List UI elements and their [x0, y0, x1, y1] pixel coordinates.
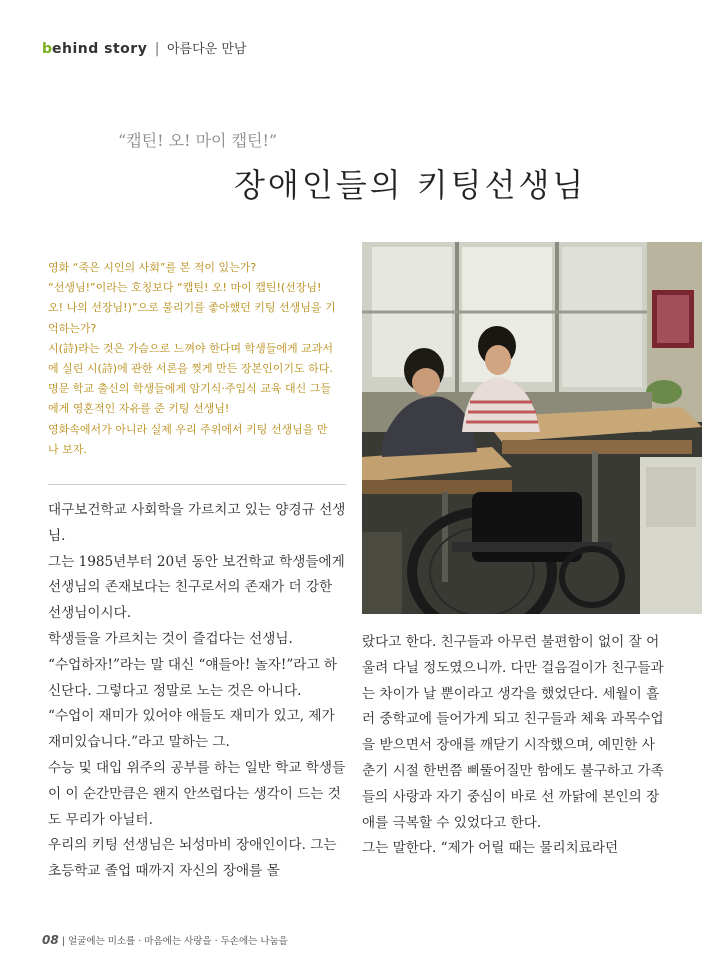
intro-divider [48, 484, 346, 485]
brand-label: ehind story [52, 41, 148, 57]
body-paragraph: 학생들을 가르치는 것이 즐겁다는 선생님. [48, 630, 293, 647]
intro-paragraph: 영화속에서가 아니라 실제 우리 주위에서 키팅 선생님을 만나 보자. [48, 422, 328, 456]
body-paragraph: 수능 및 대입 위주의 공부를 하는 일반 학교 학생들이 이 순간만큼은 왠지 안쓰럽다는 생각이 드는 것도 무리가 아닐터. [48, 759, 346, 828]
classroom-photo [362, 242, 702, 614]
classroom-photo-illustration [362, 242, 702, 614]
body-paragraph: 그는 말한다. “제가 어릴 때는 물리치료라던 [362, 840, 619, 857]
body-paragraph: 대구보건학교 사회학을 가르치고 있는 양경규 선생님. [48, 502, 346, 544]
brand-initial: b [42, 41, 53, 57]
body-column-left [48, 498, 348, 885]
footer-separator: | [61, 936, 65, 947]
body-column-right [362, 630, 664, 862]
intro-lead [48, 258, 338, 460]
body-paragraph: 랐다고 한다. 친구들과 아무런 불편함이 없이 잘 어울려 다닐 정도였으니까. 다만 걸음걸이가 친구들과는 차이가 날 뿐이라고 생각을 했었단다. 세월이 흘러 중학교에 들어가게 되고 친구들과 체육 과목수업을 받으면서 장애를 깨닫기 시작했으며, 예민한 사춘기 시절 한번쯤 삐뚤어질만 함에도 불구하고 가족들의 사랑과 자기 중심이 바로 선 까닭에 본인의 장애를 극복할 수 있었다고 한다. [362, 634, 664, 831]
header-separator: | [154, 41, 160, 57]
body-paragraph: “수업하자!”라는 말 대신 “얘들아! 놀자!”라고 하신단다. 그렇다고 정말로 노는 것은 아니다. [48, 656, 338, 699]
footer-motto: 얼굴에는 미소를 · 마음에는 사랑을 · 두손에는 나눔을 [67, 936, 288, 947]
page-number: 08 [42, 933, 59, 947]
body-paragraph: 우리의 키팅 선생님은 뇌성마비 장애인이다. 그는 초등학교 졸업 때까지 자신의 장애를 몰 [48, 837, 337, 880]
section-header [42, 38, 246, 57]
intro-paragraph: “선생님!”이라는 호칭보다 “캡틴! 오! 마이 캡틴!(선장님! 오! 나의 선장님!)”으로 불리기를 좋아했던 키팅 선생님을 기억하는가? [48, 281, 336, 335]
article-subtitle: “캡틴! 오! 마이 캡틴!” [118, 131, 278, 150]
page-footer [42, 933, 288, 947]
intro-paragraph: 시(詩)라는 것은 가슴으로 느껴야 한다며 학생들에게 교과서에 실린 시(詩)에 관한 서론을 찢게 만든 장본인이기도 하다. 명문 학교 출신의 학생들에게 암기식·주입식 교육 대신 그들에게 영혼적인 자유를 준 키팅 선생님! [48, 341, 333, 416]
article-title: 장애인들의 키팅선생님 [234, 166, 587, 204]
intro-paragraph: 영화 “죽은 시인의 사회”를 본 적이 있는가? [48, 261, 257, 274]
body-paragraph: 그는 1985년부터 20년 동안 보건학교 학생들에게 선생님의 존재보다는 친구로서의 존재가 더 강한 선생님이시다. [48, 553, 345, 622]
body-paragraph: “수업이 재미가 있어야 애들도 재미가 있고, 제가 재미있습니다.”라고 말하는 그. [48, 708, 335, 751]
section-name: 아름다운 만남 [166, 42, 247, 57]
